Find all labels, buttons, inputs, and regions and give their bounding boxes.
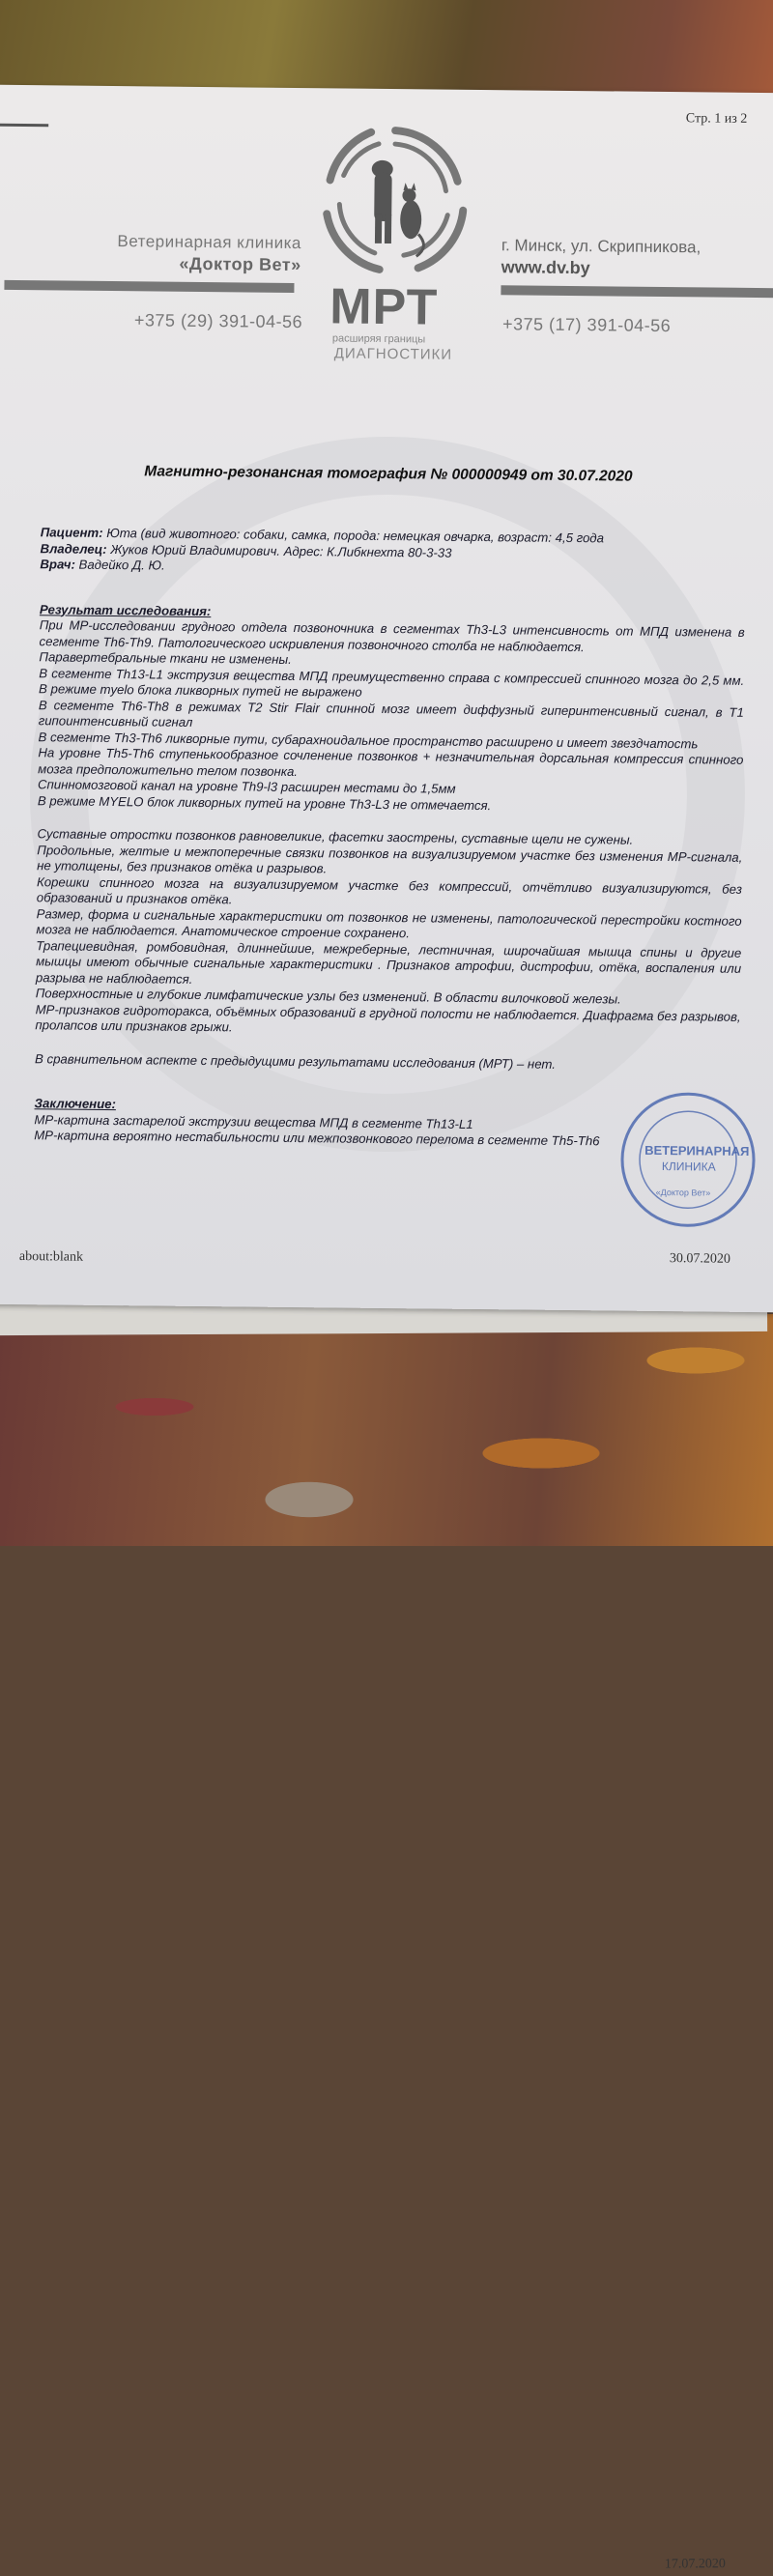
clinic-info-left [117, 231, 301, 275]
results-paragraph: При МР-исследовании грудного отдела позвоночника в сегментах Th3-L3 интенсивность от МПД изменена в сегменте Th6-Th9. Патологического искривления позвоночного столба не наблюдается. [39, 617, 745, 654]
logo-tagline: расширяя границы [331, 332, 426, 346]
header-bar-left [4, 280, 294, 293]
phone-mobile: +375 (29) 391-04-56 [133, 310, 303, 332]
second-sheet-date: 17.07.2020 [664, 2557, 726, 2572]
page-edge-mark [0, 124, 48, 128]
results-paragraph: В сегменте Th3-Th6 ликворные пути, субарахноидальное пространство расширено и имеет звездчатость [38, 729, 699, 751]
svg-text:КЛИНИКА: КЛИНИКА [661, 1159, 716, 1174]
results-heading: Результат исследования: [39, 601, 212, 618]
results-paragraph: Спинномозговой канал на уровне Th9-l3 расширен местами до 1,5мм [37, 777, 456, 796]
clinic-type: Ветеринарная клиника [117, 232, 302, 253]
svg-text:ВЕТЕРИНАРНАЯ: ВЕТЕРИНАРНАЯ [644, 1142, 750, 1159]
results-paragraph: Суставные отростки позвонков равновеликие, фасетки заострены, суставные щели не сужены. [37, 826, 634, 847]
conclusion-heading: Заключение: [34, 1096, 117, 1112]
results-paragraph: В режиме MYELO блок ликворных путей на уровне Th3-L3 не отмечается. [37, 792, 492, 813]
results-paragraph: Поверхностные и глубокие лимфатические узлы без изменений. В области вилочковой железы. [35, 986, 621, 1007]
owner-label: Владелец: [40, 540, 107, 557]
footer-url: about:blank [18, 1249, 84, 1265]
results-paragraph: На уровне Th5-Th6 ступенькообразное сочленение позвонков + незначительная дорсальная компрессия спинного мозга предположительно телом позвонка. [38, 745, 744, 779]
results-paragraph: Трапециевидная, ромбовидная, длиннейшие, межреберные, лестничная, широчайшая мышца спины и другие мышцы имеют обычные сигнальные характеристики . Признаков атрофии, дистрофии, отёка, воспаления или разрыва не наблюдается. [35, 937, 742, 987]
clinic-website: www.dv.by [501, 257, 590, 278]
footer-date: 30.07.2020 [669, 1251, 731, 1267]
results-paragraph: В сегменте Th13-L1 экструзия вещества МПД преимущественно справа с компрессией спинного мозга до 2,5 мм. В режиме myelo блока ликворных путей не выражено [39, 665, 745, 700]
doctor-value: Вадейко Д. Ю. [74, 557, 165, 573]
document-page [0, 85, 773, 1312]
patient-value: Юта (вид животного: собаки, самка, порода: немецкая овчарка, возраст: 4,5 года [102, 525, 605, 546]
logo-tagline-bold: ДИАГНОСТИКИ [333, 345, 453, 363]
clinic-stamp-icon [615, 1087, 761, 1234]
logo-title: МРТ [329, 278, 439, 336]
header-bar-right [501, 285, 773, 298]
results-paragraph: Паравертебральные ткани не изменены. [39, 649, 292, 667]
document-body [34, 525, 746, 1151]
clinic-logo-icon [321, 122, 468, 288]
conclusion-line: МР-картина застарелой экструзии вещества МПД в сегменте Th13-L1 [34, 1111, 473, 1131]
results-paragraph: Продольные, желтые и межпоперечные связки позвонков на визуализируемом участке без изменения МР-сигнала, не утолщены, без признаков отёка и разрывов. [37, 842, 743, 876]
svg-text:«Доктор Вет»: «Доктор Вет» [655, 1187, 711, 1198]
background-fabric-bottom [0, 1314, 773, 1546]
clinic-info-right [501, 235, 701, 279]
clinic-address: г. Минск, ул. Скрипникова, [501, 236, 701, 257]
clinic-name: «Доктор Вет» [179, 253, 301, 275]
results-paragraph: В сегменте Th6-Th8 в режимах T2 Stir Flair спинной мозг имеет диффузный гиперинтенсивный сигнал, в T1 гипоинтенсивный сигнал [38, 697, 744, 730]
results-paragraph: МР-признаков гидроторакса, объёмных образований в грудной полости не наблюдается. Диафрагма без разрывов, пролапсов или признаков грыжи. [35, 1001, 741, 1035]
document-title: Магнитно-резонансная томография № 000000949 от 30.07.2020 [144, 463, 633, 485]
comparison-line: В сравнительном аспекте с предыдущими результатами исследования (МРТ) – нет. [35, 1050, 557, 1072]
page-number: Стр. 1 из 2 [685, 111, 748, 127]
owner-value: Жуков Юрий Владимирович. Адрес: К.Либкнехта 80-3-33 [106, 541, 452, 560]
results-paragraph: Размер, форма и сигнальные характеристики от позвонков не изменены, патологической перестройки костного мозга не наблюдается. Анатомическое строение сохранено. [36, 905, 742, 941]
phone-landline: +375 (17) 391-04-56 [501, 314, 672, 336]
results-paragraph: Корешки спинного мозга на визуализируемом участке без компрессий, отчётливо визуализируются, без образований и признаков отёка. [36, 873, 743, 907]
conclusion-line: МР-картина вероятно нестабильности или межпозвонкового перелома в сегменте Th5-Th6 [34, 1128, 600, 1149]
doctor-label: Врач: [40, 557, 76, 572]
patient-label: Пациент: [40, 525, 103, 540]
